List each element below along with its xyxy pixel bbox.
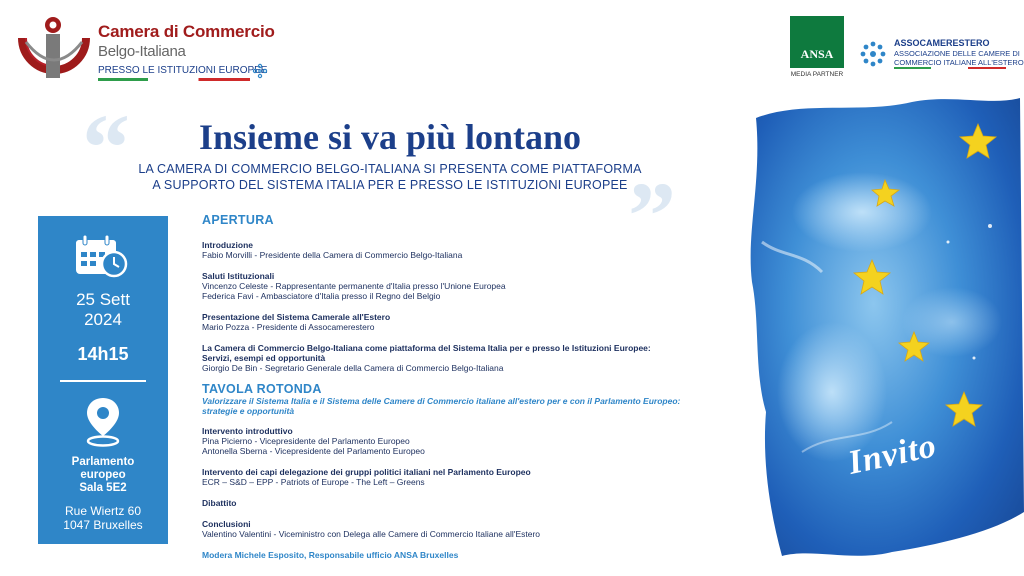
round-table-theme: strategie e opportunità: [202, 406, 295, 416]
programme-item: [202, 498, 742, 508]
programme-item: [202, 343, 742, 373]
speaker-line: Giorgio De Bin - Segretario Generale della Camera di Commercio Belgo-Italiana: [202, 363, 504, 373]
subtitle-line: LA CAMERA DI COMMERCIO BELGO-ITALIANA SI PRESENTA COME PIATTAFORMA: [138, 162, 642, 176]
ccbi-logo: [16, 14, 275, 84]
assocamerestero-logo: [858, 38, 1024, 70]
event-venue: [38, 456, 168, 495]
programme-item-title: Servizi, esempi ed opportunità: [202, 353, 326, 363]
venue-line: Parlamento: [71, 456, 135, 468]
speaker-line: Vincenzo Celeste - Rappresentante permanente d'Italia presso l'Unione Europea: [202, 281, 506, 291]
speaker-line: Antonella Sberna - Vicepresidente del Parlamento Europeo: [202, 446, 425, 456]
event-info-panel: [38, 216, 168, 544]
assocamerestero-emblem-icon: [858, 40, 888, 68]
programme-item-title: Dibattito: [202, 498, 237, 508]
ccbi-eu-line: PRESSO LE ISTITUZIONI EUROPEE: [98, 65, 268, 76]
programme-item: [202, 312, 742, 332]
programme-item: [202, 467, 742, 487]
address-line: Rue Wiertz 60: [64, 504, 142, 518]
eu-watercolor-artwork: [742, 92, 1024, 576]
programme-item-title: Conclusioni: [202, 519, 251, 529]
close-quote-mark: ”: [628, 162, 676, 269]
ansa-mark: [790, 16, 844, 68]
programme-item: [202, 426, 742, 456]
programme: [202, 213, 742, 560]
ansa-logo: [790, 16, 844, 78]
section-title-apertura: APERTURA: [202, 213, 274, 227]
ansa-media-partner: MEDIA PARTNER: [790, 71, 844, 78]
programme-item: [202, 519, 742, 539]
programme-item: [202, 240, 742, 260]
assocamerestero-name: ASSOCAMERESTERO: [894, 38, 990, 48]
subtitle-line: A SUPPORTO DEL SISTEMA ITALIA PER E PRESSO LE ISTITUZIONI EUROPEE: [152, 178, 628, 192]
speaker-line: Valentino Valentini - Viceministro con Delega alle Camere di Commercio Italiane all'Estero: [202, 529, 541, 539]
programme-item: [202, 271, 742, 301]
programme-item-title: Saluti Istituzionali: [202, 271, 275, 281]
speaker-line: Pina Picierno - Vicepresidente del Parlamento Europeo: [202, 436, 410, 446]
event-date-day: 25 Sett: [76, 290, 130, 309]
speaker-line: Federica Favi - Ambasciatore d'Italia presso il Regno del Belgio: [202, 291, 441, 301]
programme-item-title: La Camera di Commercio Belgo-Italiana come piattaforma del Sistema Italia per e presso le Istituzioni Europee:: [202, 343, 651, 353]
ansa-logo-text: ANSA: [800, 47, 834, 61]
speaker-line: ECR – S&D – EPP - Patriots of Europe - The Left – Greens: [202, 477, 425, 487]
venue-room: Sala 5E2: [79, 482, 127, 494]
invito-label: Invito: [845, 427, 940, 482]
location-pin-icon: [84, 396, 122, 448]
speaker-line: Mario Pozza - Presidente di Assocamerestero: [202, 322, 375, 332]
assocamerestero-sub: ASSOCIAZIONE DELLE CAMERE DI COMMERCIO ITALIANE ALL'ESTERO: [894, 49, 1024, 67]
ccbi-name: Camera di Commercio: [98, 22, 275, 41]
eu-stars-icon: [252, 63, 268, 79]
italian-flag-stripe: [894, 67, 1006, 69]
page-title: Insieme si va più lontano: [198, 117, 582, 157]
speaker-line: Fabio Morvilli - Presidente della Camera di Commercio Belgo-Italiana: [202, 250, 463, 260]
calendar-clock-icon: [74, 234, 128, 278]
programme-item-title: Introduzione: [202, 240, 253, 250]
page-subtitle: [0, 161, 780, 193]
open-quote-mark: “: [82, 94, 130, 201]
event-address: [38, 504, 168, 532]
moderator-line: Modera Michele Esposito, Responsabile ufficio ANSA Bruxelles: [202, 550, 459, 560]
event-date-year: 2024: [84, 310, 122, 329]
italian-flag-stripe: [98, 78, 250, 81]
ccbi-subname: Belgo-Italiana: [98, 43, 186, 60]
programme-item-title: Presentazione del Sistema Camerale all'Estero: [202, 312, 391, 322]
programme-item-title: Intervento dei capi delegazione dei gruppi politici italiani nel Parlamento Europeo: [202, 467, 531, 477]
address-line: 1047 Bruxelles: [63, 518, 143, 532]
ccbi-emblem-icon: [16, 16, 92, 82]
event-time: 14h15: [77, 344, 129, 364]
event-date: [38, 290, 168, 330]
programme-item-title: Intervento introduttivo: [202, 426, 293, 436]
section-title-tavola-rotonda: TAVOLA ROTONDA: [202, 382, 322, 396]
venue-line: europeo: [80, 469, 126, 481]
round-table-theme: Valorizzare il Sistema Italia e il Sistema delle Camere di Commercio italiane all'estero per e con il Parlamento Europeo:: [202, 396, 681, 406]
divider: [60, 380, 146, 382]
